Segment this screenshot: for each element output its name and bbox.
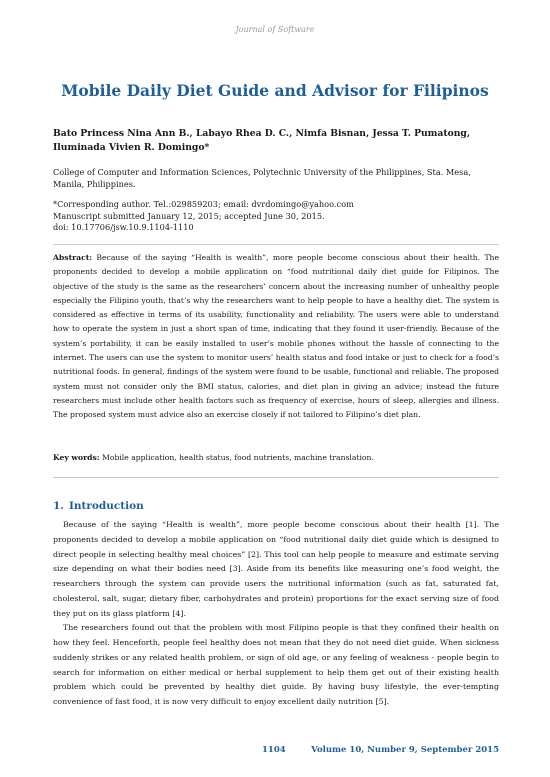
volume-info: Volume 10, Number 9, September 2015	[311, 745, 499, 755]
page-number: 1104	[262, 745, 286, 755]
doi: doi: 10.17706/jsw.10.9.1104-1110	[53, 222, 194, 232]
section-body	[53, 518, 499, 710]
correspondence-block	[53, 199, 503, 234]
keywords-text: Mobile application, health status, food nutrients, machine translation.	[102, 453, 374, 462]
abstract-label: Abstract:	[53, 253, 93, 262]
abstract-text: Because of the saying “Health is wealth”, more people become conscious about their health. The proponents decided to develop a mobile application on “food nutritional daily diet guide for Filipinos. The objective of the study is the same as the researchers’ concern about the increasing number of unhealthy people especially the Filipino youth, that’s why the researchers want to help people to have a healthy diet. The system is considered as effective in terms of its usability, functionality and reliability. The users were able to understand how to operate the system in just a short span of time, indicating that they found it user-friendly. Because of the system’s portability, it can be easily installed to user’s mobile phones without the hassle of connecting to the internet. The users can use the system to monitor users’ health status and food intake or just to check for a food’s nutritional foods. In general, findings of the system were found to be usable, functional and reliable. The proposed system must not consider only the BMI status, calories, and diet plan in giving an advice; instead the future researchers must include other health factors such as frequency of exercise, hours of sleep, allergies and illness. The proposed system must advice also an exercise closely if not tailored to Filipino’s diet plan.	[53, 253, 499, 420]
section-title: Introduction	[69, 500, 144, 512]
keywords	[53, 452, 499, 464]
section-number: 1.	[53, 500, 64, 512]
paragraph: The researchers found out that the problem with most Filipino people is that they confined their health on how they feel. Henceforth, people feel healthy does not mean that they do not need diet guide. When sickness suddenly strikes or any related health problem, or sign of old age, or any feeling of weakness - people begin to search for information on either medical or herbal supplement to help them get out of their existing health problem which could be prevented by healthy diet guide. By having busy lifestyle, the ever-tempting convenience of fast food, it is now very difficult to enjoy excellent daily nutrition [5].	[53, 623, 499, 706]
affiliation: College of Computer and Information Sciences, Polytechnic University of the Philippines, Sta. Mesa, Manila, Philippines.	[53, 167, 471, 189]
author-list: Bato Princess Nina Ann B., Labayo Rhea D. C., Nimfa Bisnan, Jessa T. Pumatong, Iluminada Vivien R. Domingo*	[53, 128, 471, 153]
corresponding-author: *Corresponding author. Tel.:029859203; email: dvrdomingo@yahoo.com	[53, 199, 354, 209]
paragraph: Because of the saying “Health is wealth”, more people become conscious about their health [1]. The proponents decided to develop a mobile application on “food nutritional daily diet guide which is designed to direct people in selecting healthy meal choices” [2]. This tool can help people to measure and estimate serving size depending on what their bodies need [3]. Aside from its benefits like measuring one’s food weight, the researchers through the system can provide users the nutritional information (such as fat, saturated fat, cholesterol, salt, sugar, dietary fiber, carbohydrates and protein) proportions for the exact serving size of food they put on its glass platform [4].	[53, 520, 499, 618]
paper-title: Mobile Daily Diet Guide and Advisor for Filipinos	[61, 81, 489, 100]
abstract	[53, 251, 499, 423]
abstract-bottom-rule	[53, 477, 499, 478]
keywords-label: Key words:	[53, 453, 100, 462]
section-heading	[53, 500, 144, 512]
abstract-top-rule	[53, 244, 499, 245]
running-header: Journal of Software	[235, 25, 315, 34]
submission-dates: Manuscript submitted January 12, 2015; accepted June 30, 2015.	[53, 210, 325, 221]
